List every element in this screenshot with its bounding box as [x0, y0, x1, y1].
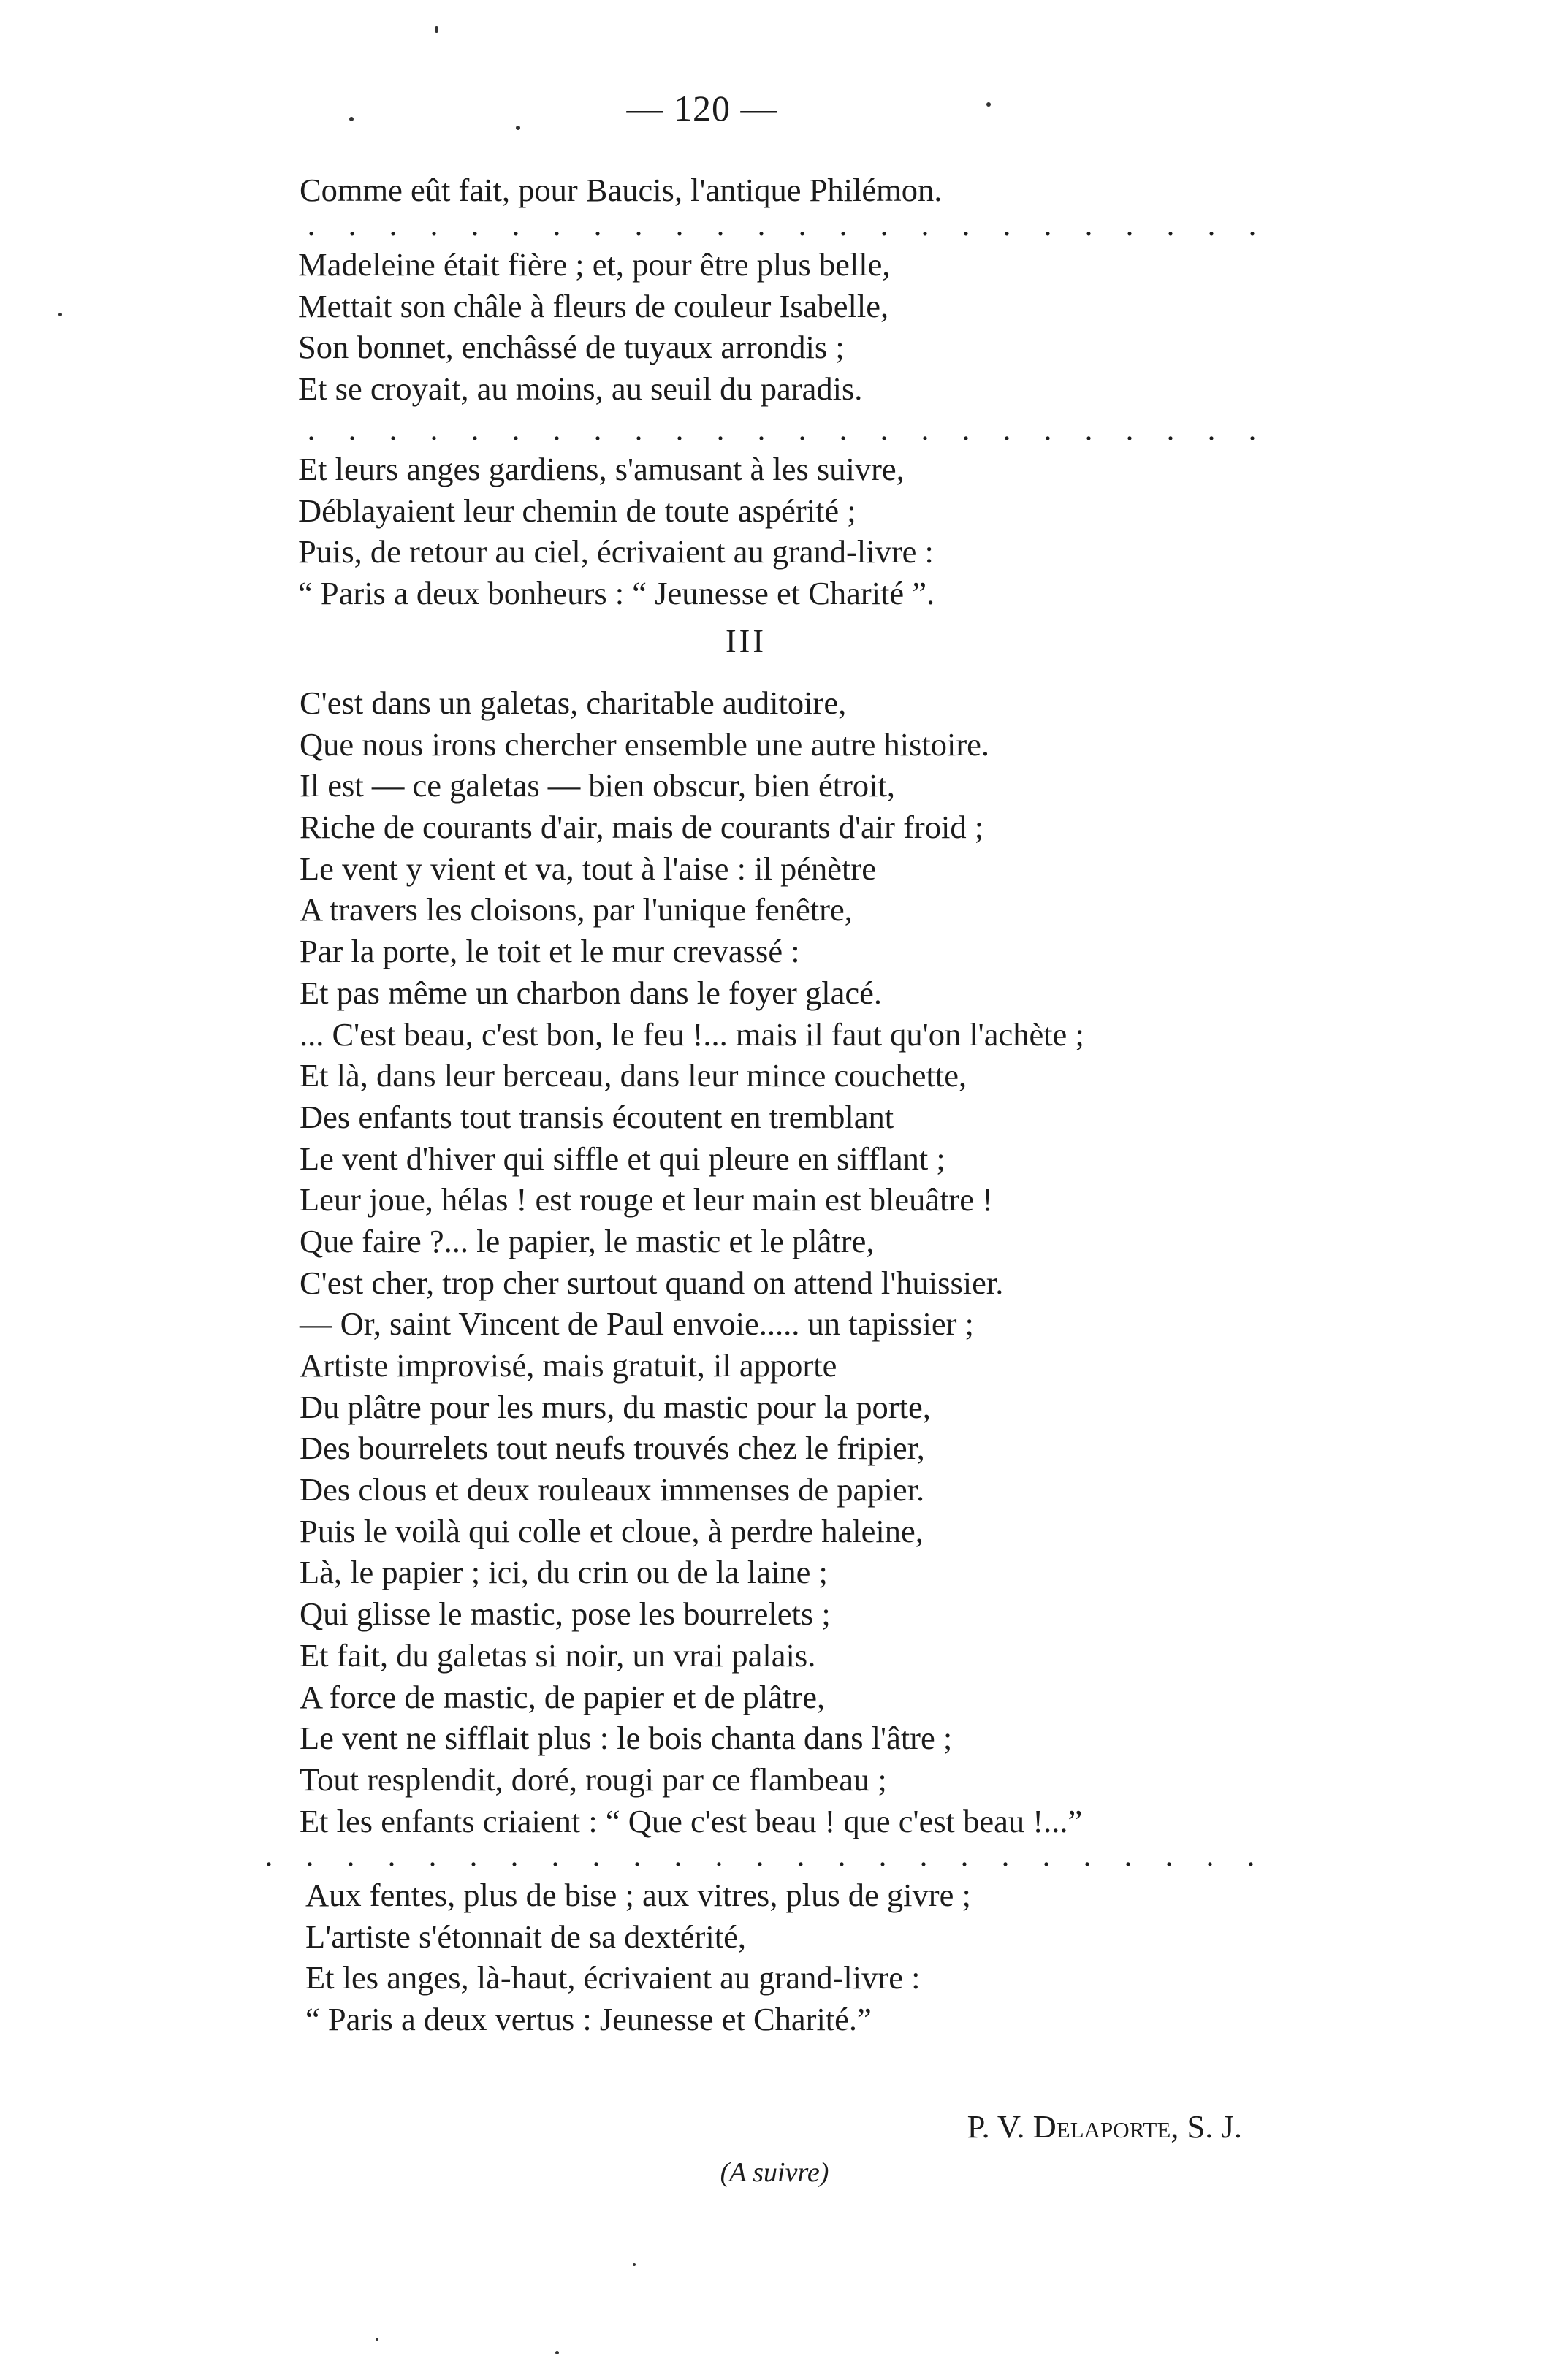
continued-note: (A suivre) — [720, 2157, 829, 2188]
print-speck — [376, 2338, 378, 2341]
verse-line: Le vent d'hiver qui siffle et qui pleure en sifflant ; — [300, 1140, 945, 1177]
verse-line: Que nous irons chercher ensemble une autre histoire. — [300, 725, 990, 763]
verse-line: Leur joue, hélas ! est rouge et leur main est bleuâtre ! — [300, 1181, 993, 1218]
stanza-madeleine — [298, 244, 1306, 410]
print-speck — [516, 126, 520, 130]
verse-line: Madeleine était fière ; et, pour être plus belle, — [298, 246, 891, 283]
author-surname: Delaporte — [1032, 2108, 1171, 2145]
print-speck — [349, 117, 354, 121]
verse-line: Riche de courants d'air, mais de courants d'air froid ; — [300, 809, 984, 846]
verse-line: Des bourrelets tout neufs trouvés chez le fripier, — [300, 1430, 925, 1467]
author-signature — [967, 2106, 1242, 2147]
verse-line: “ Paris a deux vertus : Jeunesse et Charité.” — [305, 2001, 872, 2038]
verse-line: Le vent y vient et va, tout à l'aise : il pénètre — [300, 850, 876, 887]
print-speck — [58, 313, 62, 316]
verse-line: C'est dans un galetas, charitable auditoire, — [300, 684, 847, 721]
verse-line: Comme eût fait, pour Baucis, l'antique Philémon. — [300, 172, 943, 208]
verse-line: L'artiste s'étonnait de sa dextérité, — [305, 1918, 746, 1955]
verse-line: Déblayaient leur chemin de toute aspérité ; — [298, 492, 856, 529]
verse-line: Et là, dans leur berceau, dans leur mince couchette, — [300, 1057, 967, 1094]
verse-line: C'est cher, trop cher surtout quand on attend l'huissier. — [300, 1264, 1004, 1301]
verse-line: Et pas même un charbon dans le foyer glacé. — [300, 974, 882, 1011]
verse-line: Et les anges, là-haut, écrivaient au grand-livre : — [305, 1959, 921, 1996]
verse-line: Qui glisse le mastic, pose les bourrelets ; — [300, 1595, 831, 1633]
verse-line: Et leurs anges gardiens, s'amusant à les suivre, — [298, 451, 905, 487]
print-speck — [555, 2351, 559, 2354]
verse-line: Puis le voilà qui colle et cloue, à perdre haleine, — [300, 1512, 924, 1549]
verse-line: ... C'est beau, c'est bon, le feu !... mais il faut qu'on l'achète ; — [300, 1015, 1084, 1053]
verse-line: Que faire ?... le papier, le mastic et le plâtre, — [300, 1222, 875, 1259]
page-number: — 120 — — [626, 88, 778, 129]
verse-line: Aux fentes, plus de bise ; aux vitres, plus de givre ; — [305, 1877, 971, 1913]
verse-line: — Or, saint Vincent de Paul envoie..... un tapissier ; — [300, 1305, 974, 1343]
ellipsis-row: . . . . . . . . . . . . . . . . . . . . . . . . — [307, 207, 1257, 243]
stanza-final — [305, 1874, 1314, 2040]
verse-line: Puis, de retour au ciel, écrivaient au grand-livre : — [298, 533, 934, 571]
ellipsis-row: . . . . . . . . . . . . . . . . . . . . . . . . . — [264, 1837, 1255, 1873]
verse-line: Le vent ne sifflait plus : le bois chanta dans l'âtre ; — [300, 1720, 953, 1757]
verse-line: Là, le papier ; ici, du crin ou de la laine ; — [300, 1554, 828, 1591]
verse-line: Son bonnet, enchâssé de tuyaux arrondis ; — [298, 329, 845, 366]
verse-line: Du plâtre pour les murs, du mastic pour la porte, — [300, 1388, 931, 1425]
verse-line: “ Paris a deux bonheurs : “ Jeunesse et Charité ”. — [298, 575, 935, 612]
section-heading: III — [726, 623, 766, 659]
verse-line: Et fait, du galetas si noir, un vrai palais. — [300, 1636, 816, 1674]
verse-line: A force de mastic, de papier et de plâtre, — [300, 1678, 826, 1715]
verse-line: Artiste improvisé, mais gratuit, il apporte — [300, 1347, 837, 1384]
verse-line: Mettait son châle à fleurs de couleur Isabelle, — [298, 287, 889, 324]
verse-line: Il est — ce galetas — bien obscur, bien étroit, — [300, 767, 896, 804]
stanza-galetas — [300, 682, 1308, 1842]
stanza-anges — [298, 449, 1306, 614]
verse-line: A travers les cloisons, par l'unique fenêtre, — [300, 891, 853, 928]
opening-verse-block — [300, 169, 1308, 211]
verse-line: Des enfants tout transis écoutent en tremblant — [300, 1098, 894, 1135]
verse-line: Tout resplendit, doré, rougi par ce flambeau ; — [300, 1761, 887, 1798]
author-initials: P. V. — [967, 2108, 1025, 2145]
author-order: , S. J. — [1171, 2108, 1242, 2145]
verse-line: Et se croyait, au moins, au seuil du paradis. — [298, 370, 863, 408]
print-speck — [633, 2263, 636, 2266]
ellipsis-row: . . . . . . . . . . . . . . . . . . . . . . . . — [307, 411, 1257, 447]
verse-line: Et les enfants criaient : “ Que c'est beau ! que c'est beau !...” — [300, 1802, 1083, 1839]
verse-line: Par la porte, le toit et le mur crevassé : — [300, 933, 800, 970]
print-speck — [435, 26, 438, 33]
verse-line: Des clous et deux rouleaux immenses de papier. — [300, 1471, 925, 1509]
print-speck — [986, 102, 991, 107]
